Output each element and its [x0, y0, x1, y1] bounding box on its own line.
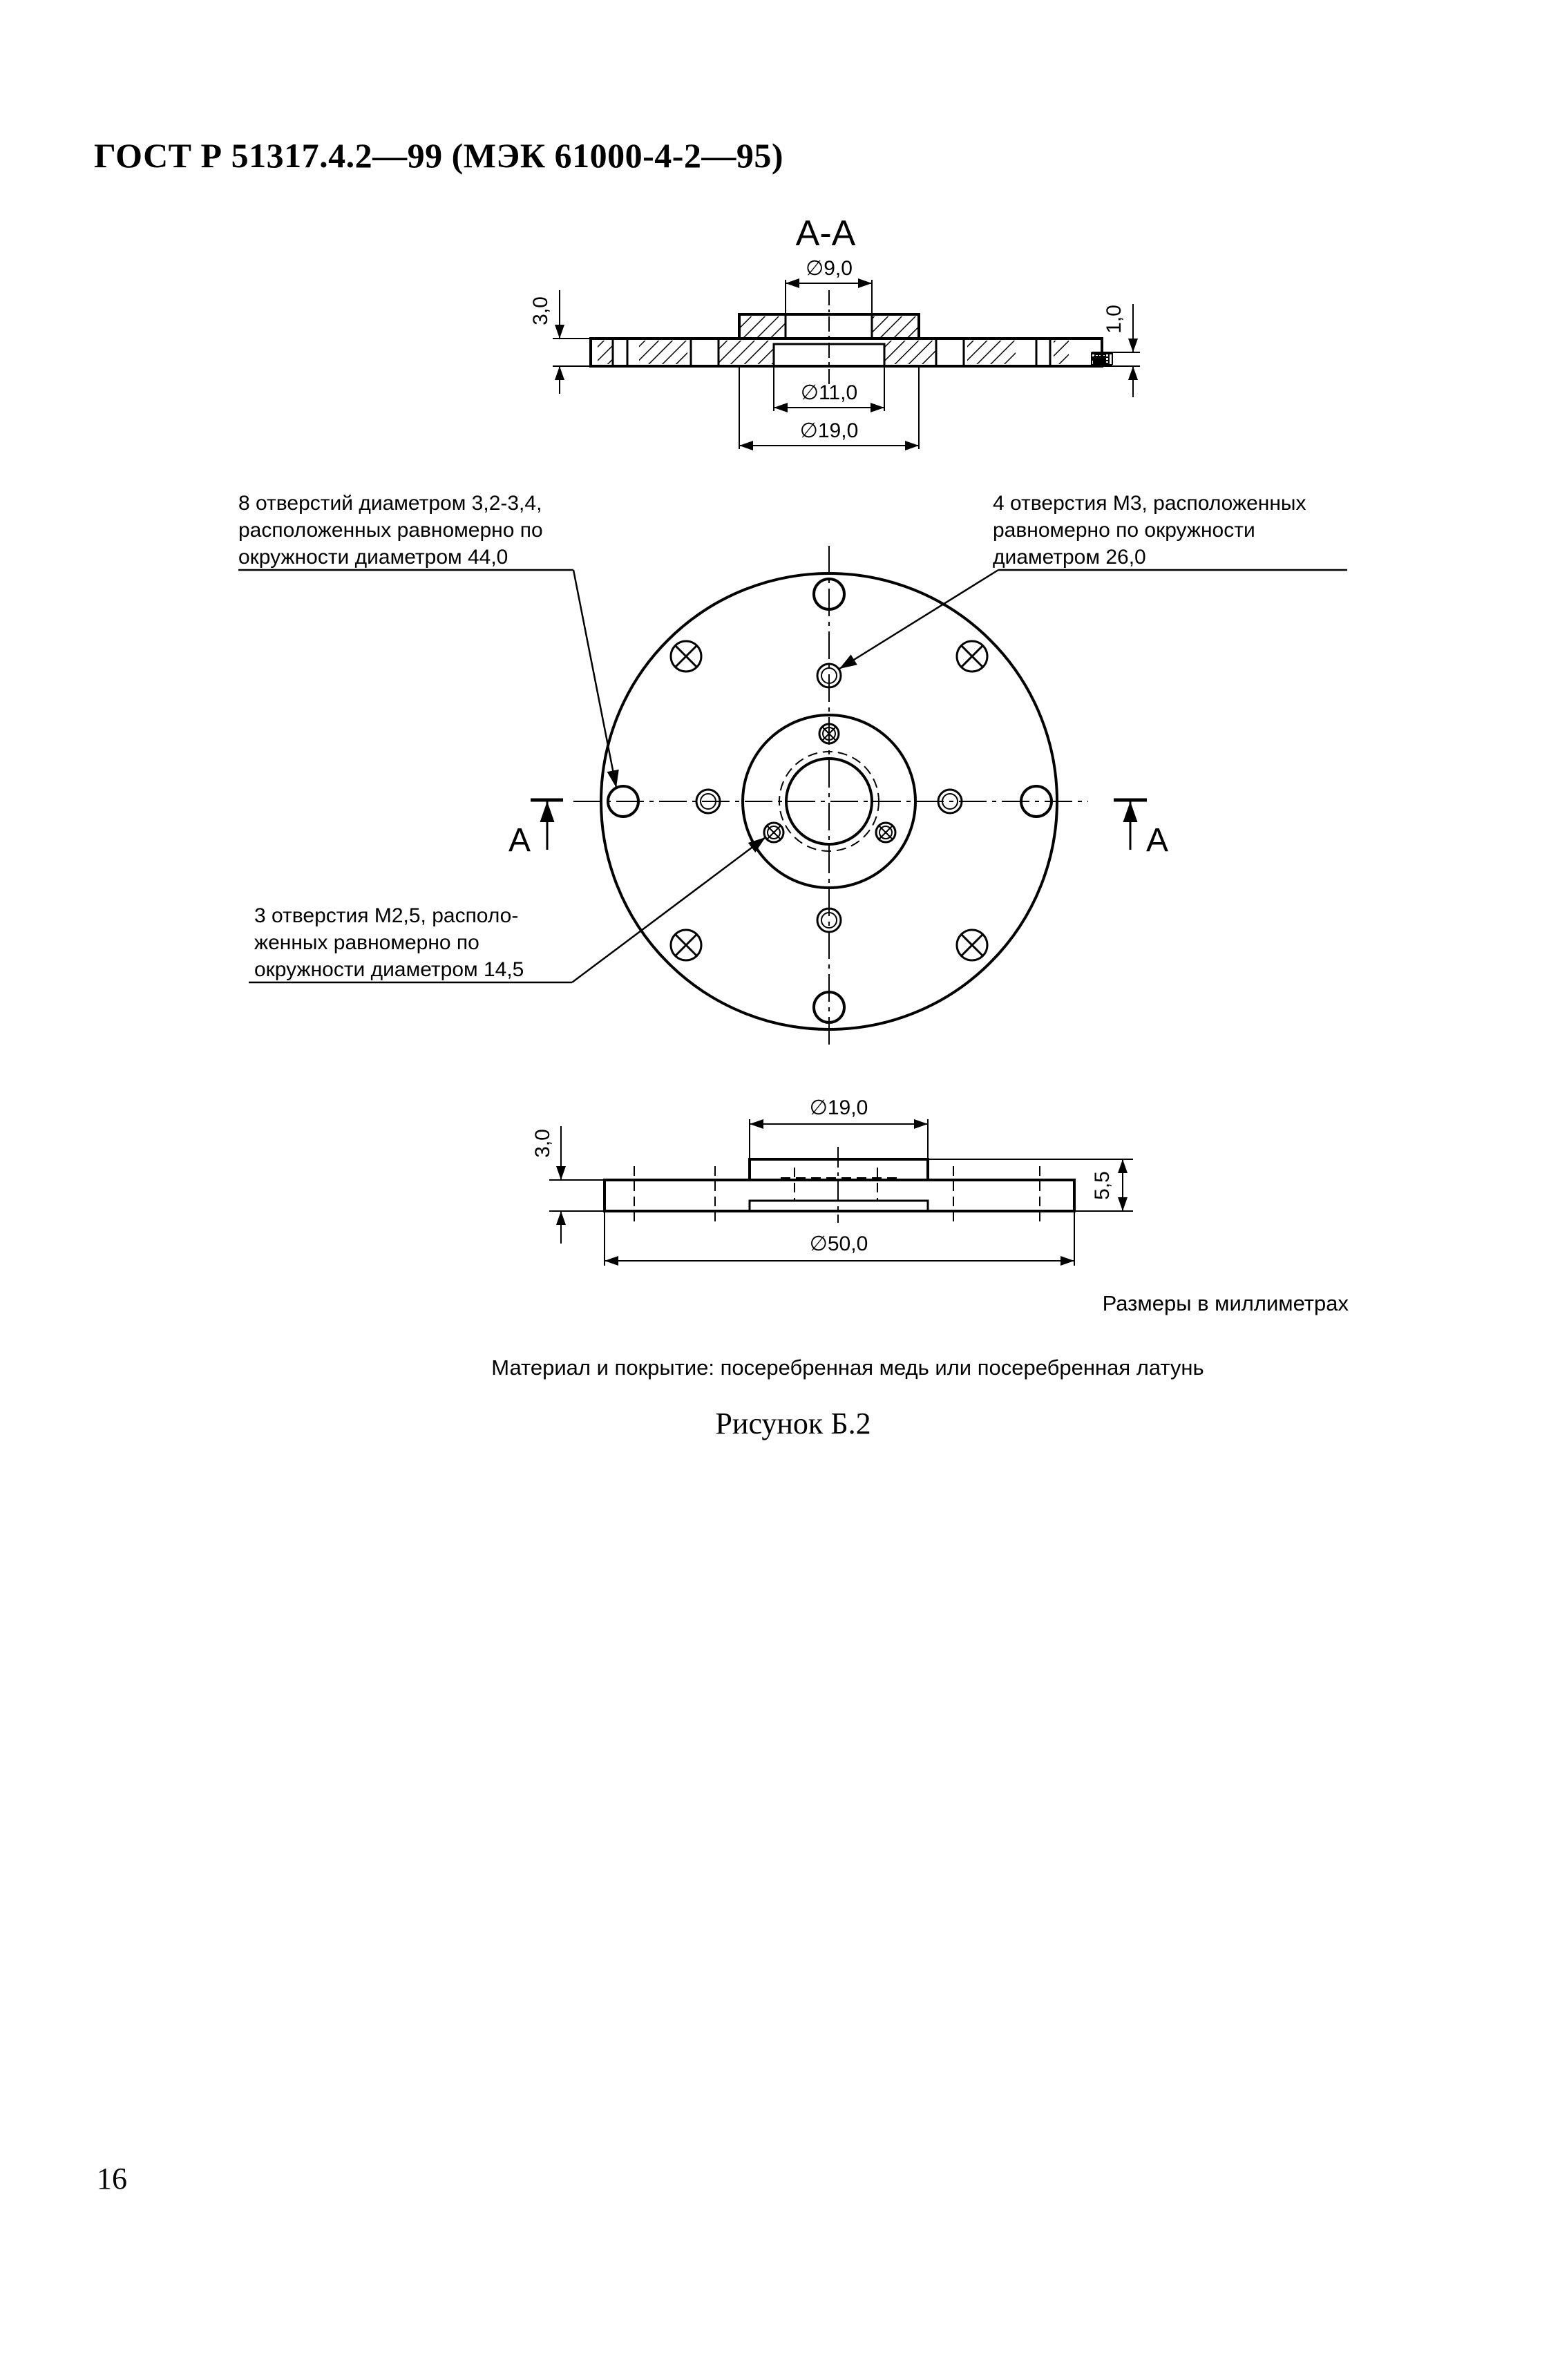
material-note: Материал и покрытие: посеребренная медь или посеребренная латунь [491, 1355, 1204, 1380]
note-8-line-3: окружности диаметром 44,0 [238, 546, 508, 569]
note-m3-line-3: диаметром 26,0 [993, 546, 1146, 569]
dim-d11: ∅11,0 [800, 381, 858, 404]
section-mark-right-label: А [1145, 822, 1169, 859]
note-m25-holes [254, 904, 524, 981]
dim-h1: 1,0 [1103, 305, 1125, 334]
note-m3-line-2: равномерно по окружности [993, 519, 1255, 542]
note-m3-line-1: 4 отверстия М3, расположенных [993, 492, 1306, 515]
note-m3-holes [993, 492, 1306, 569]
note-8-holes [238, 492, 543, 569]
units-note: Размеры в миллиметрах [1102, 1291, 1349, 1315]
note-8-line-2: расположенных равномерно по [238, 519, 543, 542]
side-dim-h55: 5,5 [1091, 1171, 1114, 1200]
side-view [605, 1147, 1074, 1223]
section-mark-right [1114, 800, 1147, 850]
section-view [529, 213, 1112, 449]
section-mark-left [531, 800, 563, 850]
section-mark-left-label: А [508, 822, 531, 859]
dim-d9: ∅9,0 [806, 257, 853, 280]
note-8-line-1: 8 отверстий диаметром 3,2-3,4, [238, 492, 542, 515]
side-dim-d50: ∅50,0 [809, 1232, 868, 1255]
dim-d19: ∅19,0 [799, 419, 859, 442]
note-m25-line-3: окружности диаметром 14,5 [254, 958, 524, 981]
dim-h3: 3,0 [529, 296, 552, 325]
document-header: ГОСТ Р 51317.4.2—99 (МЭК 61000-4-2—95) [94, 136, 784, 175]
figure-caption: Рисунок Б.2 [715, 1407, 871, 1440]
page-number: 16 [97, 2162, 127, 2196]
note-m25-line-2: женных равномерно по [254, 931, 479, 954]
section-title: А-А [795, 213, 856, 254]
note-m25-line-1: 3 отверстия М2,5, располо- [254, 904, 519, 927]
dim-h1-group [1092, 304, 1140, 397]
plan-view [531, 546, 1147, 1050]
side-dim-h3: 3,0 [531, 1129, 554, 1158]
side-dim-d19: ∅19,0 [809, 1096, 868, 1119]
